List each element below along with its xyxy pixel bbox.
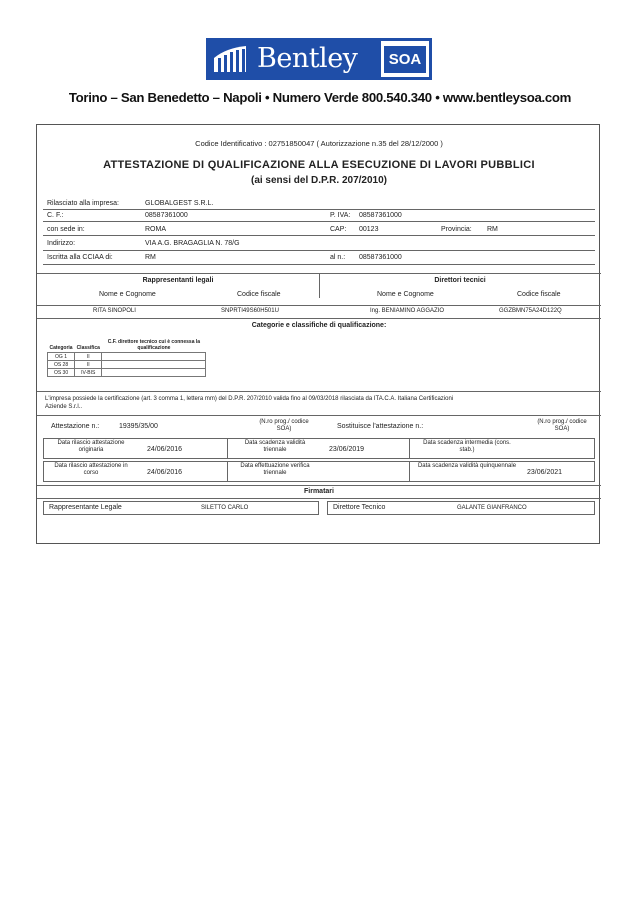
certificate-subtitle: (ai sensi del D.P.R. 207/2010) bbox=[250, 175, 387, 186]
contact-line: Torino – San Benedetto – Napoli • Numero Verde 800.540.340 • www.bentleysoa.com bbox=[68, 90, 572, 105]
table-row bbox=[48, 369, 206, 377]
divider bbox=[43, 221, 595, 222]
classifica-cell: IV-BIS bbox=[75, 369, 102, 377]
divider bbox=[227, 461, 228, 482]
bentley-soa-logo bbox=[206, 38, 432, 80]
table-row bbox=[48, 353, 206, 361]
rilascio-originaria-value: 24/06/2016 bbox=[147, 446, 183, 453]
tecnico-cf: GGZBMN75A24D122Q bbox=[499, 308, 562, 314]
scadenza-triennale-label: Data scadenza validità triennale bbox=[244, 440, 306, 454]
cf-cell bbox=[102, 361, 206, 369]
sede-value: ROMA bbox=[145, 226, 166, 233]
rilascio-corso-label: Data rilascio attestazione in corso bbox=[54, 463, 128, 477]
col-nome-legali: Nome e Cognome bbox=[99, 291, 156, 298]
categoria-cell: OS 30 bbox=[48, 369, 75, 377]
logo-soa-text: SOA bbox=[384, 46, 427, 73]
divider bbox=[409, 438, 410, 459]
aln-value: 08587361000 bbox=[359, 254, 402, 261]
quinquennale-value: 23/06/2021 bbox=[527, 469, 563, 476]
rilascio-originaria-label: Data rilascio attestazione originaria bbox=[57, 440, 125, 454]
signatories-title: Firmatari bbox=[304, 488, 334, 495]
divider bbox=[37, 485, 601, 486]
legale-signatory-value: SILETTO CARLO bbox=[201, 505, 249, 511]
attestazione-label: Attestazione n.: bbox=[51, 423, 100, 430]
provincia-value: RM bbox=[487, 226, 498, 233]
aln-label: al n.: bbox=[330, 254, 346, 261]
verifica-label: Data effettuazione verifica triennale bbox=[240, 463, 310, 477]
provincia-label: Provincia: bbox=[441, 226, 472, 233]
col-cf-legali: Codice fiscale bbox=[237, 291, 281, 298]
prog-label-2: (N.ro prog./ codice SOA) bbox=[537, 419, 587, 433]
indirizzo-label: Indirizzo: bbox=[47, 240, 76, 247]
legale-signatory-label: Rappresentante Legale bbox=[49, 504, 122, 511]
cf-cell bbox=[102, 369, 206, 377]
divider bbox=[37, 498, 601, 499]
scadenza-intermedia-label: Data scadenza intermedia (cons. stab.) bbox=[423, 440, 511, 454]
categoria-cell: OG 1 bbox=[48, 353, 75, 361]
scadenza-triennale-value: 23/06/2019 bbox=[329, 446, 365, 453]
col-categoria: Categoria bbox=[49, 344, 73, 351]
col-classifica: Classifica bbox=[76, 344, 100, 351]
legale-cf: SNPRTI49S60H501U bbox=[221, 308, 279, 314]
piva-label: P. IVA: bbox=[330, 212, 351, 219]
classifica-cell: II bbox=[75, 353, 102, 361]
cciaa-label: Iscritta alla CCIAA di: bbox=[47, 254, 113, 261]
divider bbox=[43, 250, 595, 251]
col-cf-tecnici: Codice fiscale bbox=[517, 291, 561, 298]
legali-title: Rappresentanti legali bbox=[142, 277, 214, 284]
divider bbox=[227, 438, 228, 459]
cf-label: C. F.: bbox=[47, 212, 64, 219]
company-name: GLOBALGEST S.R.L. bbox=[145, 200, 214, 207]
certificate-frame bbox=[36, 124, 600, 544]
divider bbox=[43, 209, 595, 210]
identification-code: Codice Identificativo : 02751850047 ( Autorizzazione n.35 del 28/12/2000 ) bbox=[195, 139, 443, 148]
indirizzo-value: VIA A.G. BRAGAGLIA N. 78/G bbox=[145, 240, 240, 247]
divider bbox=[37, 318, 601, 319]
legale-nome: RITA SINOPOLI bbox=[93, 308, 136, 314]
divider bbox=[43, 235, 595, 236]
cap-value: 00123 bbox=[359, 226, 379, 233]
logo-wordmark: Bentley bbox=[252, 38, 378, 80]
tecnico-signatory-label: Direttore Tecnico bbox=[333, 504, 386, 511]
logo-soa-badge bbox=[378, 38, 432, 80]
sede-label: con sede in: bbox=[47, 226, 85, 233]
quinquennale-label: Data scadenza validità quinquennale bbox=[417, 463, 517, 469]
cf-cell bbox=[102, 353, 206, 361]
classifica-cell: II bbox=[75, 361, 102, 369]
company-label: Rilasciato alla impresa: bbox=[47, 200, 119, 207]
prog-label: (N.ro prog./ codice SOA) bbox=[259, 419, 309, 433]
divider bbox=[43, 264, 595, 265]
certification-note: L'impresa possiede la certificazione (art. 3 comma 1, lettera mm) del D.P.R. 207/2010 valida fino al 09/03/2018 rilasciata da ITA.C.A. Italiana Certificazioni Aziende S.r.l.. bbox=[45, 396, 454, 411]
divider bbox=[37, 415, 601, 416]
col-nome-tecnici: Nome e Cognome bbox=[377, 291, 434, 298]
building-columns-icon bbox=[206, 38, 252, 80]
certificate-title: ATTESTAZIONE DI QUALIFICAZIONE ALLA ESECUZIONE DI LAVORI PUBBLICI bbox=[103, 159, 535, 171]
cap-label: CAP: bbox=[330, 226, 347, 233]
categories-title: Categorie e classifiche di qualificazione: bbox=[251, 322, 387, 329]
categories-table bbox=[47, 339, 206, 377]
cciaa-value: RM bbox=[145, 254, 156, 261]
rilascio-corso-value: 24/06/2016 bbox=[147, 469, 183, 476]
cf-value: 08587361000 bbox=[145, 212, 188, 219]
table-row bbox=[48, 361, 206, 369]
attestazione-value: 19395/35/00 bbox=[119, 423, 158, 430]
tecnici-title: Direttori tecnici bbox=[434, 277, 486, 284]
divider bbox=[37, 305, 601, 306]
piva-value: 08587361000 bbox=[359, 212, 402, 219]
col-cf-direttore: C.F. direttore tecnico cui è connessa la qualificazione bbox=[107, 339, 201, 351]
tecnico-nome: Ing. BENIAMINO AGGAZIO bbox=[370, 308, 445, 314]
divider bbox=[37, 391, 601, 392]
sostituisce-label: Sostituisce l'attestazione n.: bbox=[337, 423, 424, 430]
categoria-cell: OS 28 bbox=[48, 361, 75, 369]
tecnico-signatory-value: GALANTE GIANFRANCO bbox=[457, 505, 527, 511]
divider bbox=[409, 461, 410, 482]
